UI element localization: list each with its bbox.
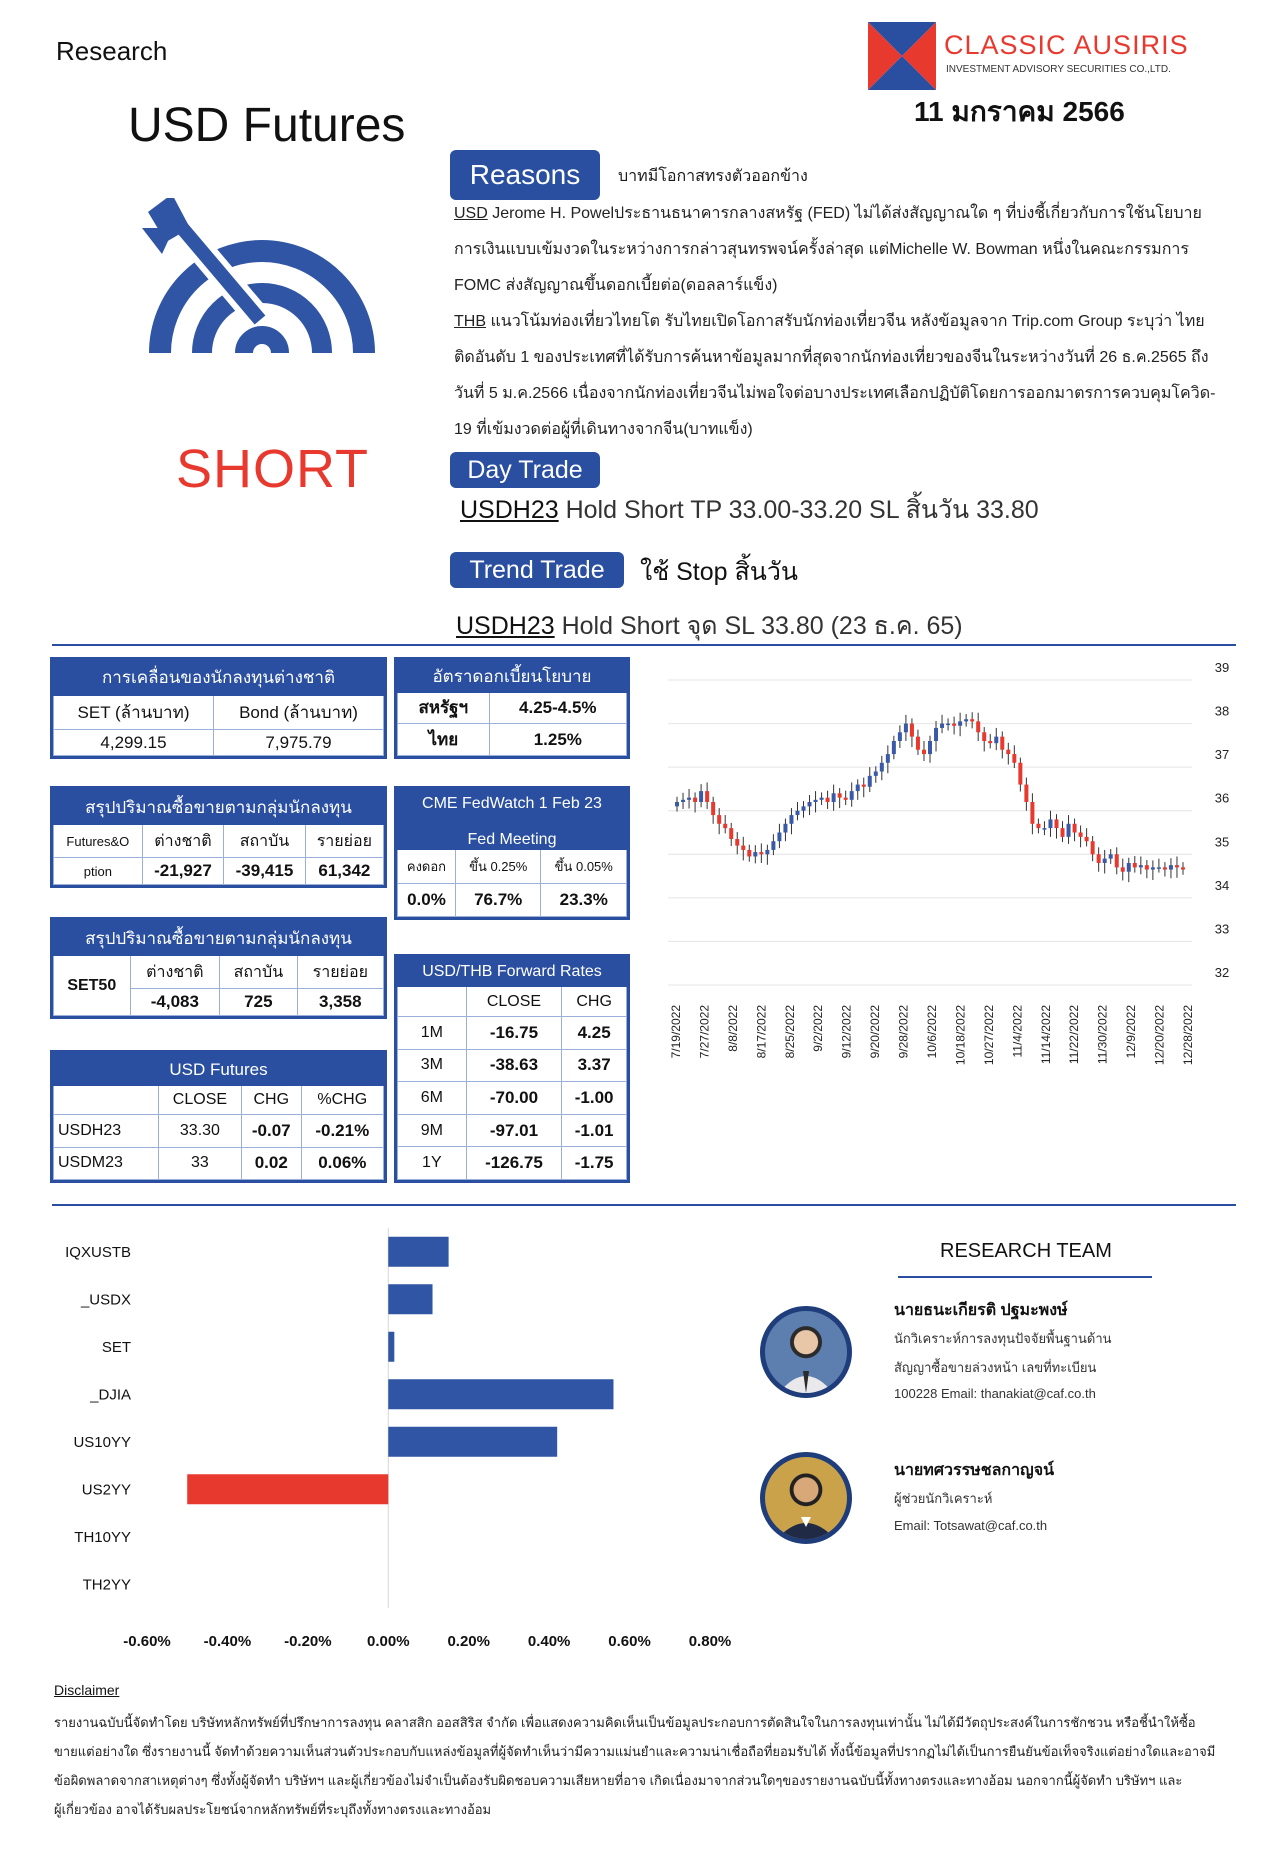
table-row: [398, 1082, 627, 1115]
bar: [388, 1237, 448, 1267]
candle-body: [735, 839, 739, 846]
y-tick-label: 38: [1214, 703, 1230, 719]
report-date: 11 มกราคม 2566: [914, 96, 1125, 127]
set50-header-foreign: ต่างชาติ: [130, 956, 220, 989]
candle-body: [693, 798, 697, 802]
futures-option-flow-table: [50, 786, 387, 888]
x-tick-label: 12/9/2022: [1124, 1005, 1139, 1059]
x-tick: [868, 1005, 882, 1059]
x-tick-label: 12/20/2022: [1152, 1005, 1167, 1066]
forward-rates-header-blank: [398, 987, 467, 1016]
candle-body: [976, 721, 980, 732]
forward-rates-title: USD/THB Forward Rates: [398, 958, 627, 987]
bar: [388, 1332, 394, 1362]
candle-body: [916, 737, 920, 750]
reasons-label: Reasons: [450, 150, 600, 200]
category-label: US2YY: [81, 1481, 131, 1499]
candle-body: [946, 724, 950, 726]
x-tick-label: 8/25/2022: [782, 1005, 797, 1059]
candle-body: [862, 785, 866, 787]
trend-trade-label: Trend Trade: [450, 552, 624, 588]
candle-body: [783, 824, 787, 833]
member-1-line-1: นักวิเคราะห์การลงทุนปัจจัยพื้นฐานด้าน: [894, 1331, 1112, 1346]
candle-body: [681, 800, 685, 802]
candle-body: [1024, 785, 1028, 802]
trend-trade-symbol: USDH23: [456, 612, 555, 640]
candle-body: [717, 815, 721, 824]
forward-chg: -1.01: [562, 1114, 627, 1147]
forward-chg: 3.37: [562, 1049, 627, 1082]
candle-body: [711, 802, 715, 815]
category-label: TH10YY: [74, 1528, 131, 1546]
company-subtitle: INVESTMENT ADVISORY SECURITIES CO.,LTD.: [946, 64, 1171, 75]
candle-body: [820, 798, 824, 800]
candle-body: [747, 850, 751, 857]
table-row: [398, 1016, 627, 1049]
bar: [388, 1284, 432, 1314]
fedwatch-header-hike-25: ขึ้น 0.25%: [455, 849, 540, 883]
foreign-flow-table: [50, 657, 387, 759]
x-tick-label: 0.20%: [447, 1633, 490, 1650]
x-tick-label: -0.40%: [203, 1633, 252, 1650]
usd-futures-header-blank: [54, 1086, 159, 1115]
disclaimer-line-3: ข้อผิดพลาดจากสาเหตุต่างๆ ซึ่งทั้งผู้จัดทำ บริษัทฯ และผู้เกี่ยวข้องไม่จำเป็นต้องรับผิดชอบความเสียหายที่อาจ เกิดเนื่องมาจากส่วนใดๆของรายงานฉบับนี้ทั้งทางตรงและทางอ้อม นอกจากนี้ผู้จัดทำ บริษัทฯ และ: [54, 1773, 1183, 1788]
company-logo: [866, 20, 1196, 92]
x-tick: [754, 1005, 768, 1059]
category-label: TH2YY: [82, 1576, 131, 1594]
set50-value-retail: 3,358: [297, 989, 383, 1016]
foreign-flow-col-bond: Bond (ล้านบาท): [214, 695, 384, 730]
x-tick-label: 10/27/2022: [981, 1005, 996, 1066]
market-change-bar-chart: [40, 1218, 740, 1658]
category-label: _USDX: [80, 1291, 131, 1309]
x-tick-label: 12/28/2022: [1181, 1005, 1195, 1066]
set50-header-institution: สถาบัน: [220, 956, 297, 989]
set50-header-retail: รายย่อย: [297, 956, 383, 989]
x-tick-label: 8/8/2022: [725, 1005, 740, 1052]
x-tick-label: 9/20/2022: [868, 1005, 883, 1059]
futures-option-header-retail: รายย่อย: [305, 825, 383, 858]
candle-body: [886, 754, 890, 763]
futures-option-value-retail: 61,342: [305, 858, 383, 885]
x-tick-label: 9/28/2022: [896, 1005, 911, 1059]
x-tick: [840, 1005, 854, 1059]
x-tick-label: 11/4/2022: [1010, 1005, 1025, 1058]
forward-chg: -1.75: [562, 1147, 627, 1180]
policy-rate-country: สหรัฐฯ: [398, 692, 490, 724]
usd-line-1: Jerome H. Powelประธานธนาคารกลางสหรัฐ (FED) ไม่ได้ส่งสัญญาณใด ๆ ที่บ่งชี้เกี่ยวกับการใช้นโยบาย: [487, 205, 1202, 222]
thb-line-1: แนวโน้มท่องเที่ยวไทยโต รับไทยเปิดโอกาสรับนักท่องเที่ยวจีน หลังข้อมูลจาก Trip.com Group ระบุว่า ไทย: [486, 313, 1205, 330]
candle-body: [1163, 867, 1167, 869]
candle-body: [699, 791, 703, 802]
thb-line-3: วันที่ 5 ม.ค.2566 เนื่องจากนักท่องเที่ยวจีนไม่พอใจต่อบางประเทศเลือกปฏิบัติโดยการออกมาตรการควบคุมโควิด-: [454, 385, 1216, 402]
member-2-line-2: Email: Totsawat@caf.co.th: [894, 1518, 1048, 1533]
candle-body: [994, 737, 998, 744]
person-icon: [765, 1457, 847, 1539]
candle-body: [814, 800, 818, 802]
y-tick-label: 39: [1214, 660, 1230, 675]
candle-body: [1181, 867, 1185, 869]
forward-tenor: 9M: [398, 1114, 467, 1147]
candle-body: [789, 815, 793, 824]
x-tick: [982, 1005, 996, 1065]
x-tick: [783, 1005, 797, 1059]
x-tick-label: 11/14/2022: [1038, 1005, 1053, 1065]
table-row: [398, 724, 627, 756]
foreign-flow-bond-value: 7,975.79: [214, 730, 384, 756]
x-tick-label: 7/27/2022: [697, 1005, 712, 1059]
day-trade-detail: [460, 490, 1039, 530]
disclaimer-line-1: รายงานฉบับนี้จัดทำโดย บริษัทหลักทรัพย์ที่ปรึกษาการลงทุน คลาสสิก ออสสิริส จำกัด เพื่อแสดงความคิดเห็นเป็นข้อมูลประกอบการตัดสินใจในการลงทุนเท่านั้น ไม่ได้มีวัตถุประสงค์ในการชักชวน หรือชี้นำให้ซื้อ: [54, 1715, 1196, 1730]
foreign-flow-title: การเคลื่อนของนักลงทุนต่างชาติ: [54, 661, 384, 696]
candle-body: [1157, 867, 1161, 869]
trend-trade-text: Hold Short จุด SL 33.80 (23 ธ.ค. 65): [554, 612, 963, 640]
disclaimer-title: Disclaimer: [54, 1682, 120, 1698]
set50-flow-table: [50, 917, 387, 1019]
candle-body: [753, 852, 757, 856]
candle-body: [1012, 754, 1016, 763]
candle-body: [850, 791, 854, 800]
futures-option-row-label-1: Futures&O: [54, 825, 143, 858]
x-tick: [953, 1005, 967, 1065]
futures-option-value-foreign: -21,927: [142, 858, 224, 885]
candle-body: [826, 798, 830, 802]
usd-futures-pct: 0.06%: [301, 1147, 383, 1179]
research-team-title: RESEARCH TEAM: [940, 1240, 1112, 1262]
candle-body: [832, 793, 836, 802]
fedwatch-value-hike-25: 76.7%: [455, 884, 540, 917]
candle-body: [1121, 867, 1125, 871]
table-row: [398, 692, 627, 724]
table-row: [54, 1147, 384, 1179]
disclaimer-line-2: ขายแต่อย่างใด ซึ่งรายงานนี้ จัดทำด้วยความเห็นส่วนตัวประกอบกับแหล่งข้อมูลที่ผู้จัดทำเห็นว่ามีความแม่นยำและความน่าเชื่อถือที่ยอมรับได้ ทั้งนี้ข้อมูลที่ปรากฏไม่ได้เป็นการยืนยันข้อเท็จจริงแต่อย่างใดและอาจมี: [54, 1744, 1216, 1759]
usd-futures-pct: -0.21%: [301, 1115, 383, 1147]
logo-mark-icon: [866, 20, 938, 92]
candle-body: [1127, 863, 1131, 872]
foreign-flow-col-set: SET (ล้านบาท): [54, 695, 214, 730]
y-tick-label: 34: [1214, 877, 1230, 893]
x-tick-label: 9/12/2022: [839, 1005, 854, 1059]
candle-body: [1085, 837, 1089, 841]
candle-body: [1169, 865, 1173, 869]
table-row: [398, 1114, 627, 1147]
person-icon: [765, 1311, 847, 1393]
candle-body: [777, 833, 781, 842]
policy-rate-country: ไทย: [398, 724, 490, 756]
candle-body: [808, 802, 812, 806]
y-tick-label: 32: [1214, 965, 1230, 980]
x-tick: [669, 1005, 683, 1059]
category-label: SET: [101, 1338, 131, 1356]
forward-close: -126.75: [466, 1147, 562, 1180]
y-tick-label: 36: [1214, 790, 1230, 806]
x-tick-label: 8/17/2022: [754, 1005, 769, 1059]
x-tick: [925, 1005, 939, 1059]
candle-body: [729, 828, 733, 839]
candle-body: [898, 732, 902, 741]
bar: [388, 1379, 613, 1409]
x-tick: [726, 1005, 740, 1052]
x-tick-label: -0.20%: [284, 1633, 332, 1650]
forward-close: -16.75: [466, 1016, 562, 1049]
reasons-body: [454, 196, 1274, 448]
set50-value-foreign: -4,083: [130, 989, 220, 1016]
candle-body: [1000, 737, 1004, 750]
candle-body: [958, 721, 962, 725]
fedwatch-title: CME FedWatch 1 Feb 23: [398, 790, 627, 820]
usd-futures-chg: 0.02: [241, 1147, 301, 1179]
usdthb-candlestick-chart: [650, 660, 1240, 1190]
candle-body: [1061, 828, 1065, 837]
candle-body: [1091, 841, 1095, 854]
forward-close: -70.00: [466, 1082, 562, 1115]
candle-body: [952, 724, 956, 726]
x-tick-label: 0.00%: [367, 1633, 410, 1650]
thb-tag: THB: [454, 313, 486, 330]
candle-body: [1042, 828, 1046, 830]
candle-body: [922, 750, 926, 754]
candle-body: [1109, 854, 1113, 858]
usd-futures-header-chg: CHG: [241, 1086, 301, 1115]
disclaimer-body: [54, 1708, 1240, 1824]
fedwatch-table: [394, 786, 630, 920]
usd-line-2: การเงินแบบเข้มงวดในระหว่างการกล่าวสุนทรพจน์ครั้งล่าสุด แต่Michelle W. Bowman หนึ่งในคณะกรรมการ: [454, 241, 1189, 258]
foreign-flow-set-value: 4,299.15: [54, 730, 214, 756]
usd-futures-header-close: CLOSE: [158, 1086, 241, 1115]
fedwatch-subtitle: Fed Meeting: [398, 819, 627, 849]
candle-body: [1036, 824, 1040, 828]
set50-value-institution: 725: [220, 989, 297, 1016]
usd-futures-symbol: USDM23: [54, 1147, 159, 1179]
reasons-subtitle: บาทมีโอกาสทรงตัวออกข้าง: [618, 168, 808, 185]
forward-chg: 4.25: [562, 1016, 627, 1049]
research-team-underline: [898, 1276, 1152, 1278]
x-tick: [697, 1005, 711, 1059]
candle-body: [964, 719, 968, 721]
candle-body: [1115, 854, 1119, 867]
usd-reason-line: [454, 196, 1274, 232]
candle-body: [940, 724, 944, 728]
forward-close: -38.63: [466, 1049, 562, 1082]
candle-body: [705, 791, 709, 802]
candle-body: [795, 811, 799, 815]
x-tick-label: 9/2/2022: [811, 1005, 826, 1052]
candle-body: [1030, 802, 1034, 824]
candle-body: [1139, 865, 1143, 867]
x-tick-label: 0.80%: [688, 1633, 732, 1650]
candle-body: [982, 732, 986, 741]
x-tick-label: 10/6/2022: [925, 1005, 939, 1059]
candle-body: [874, 772, 878, 776]
candle-body: [970, 719, 974, 721]
disclaimer-line-4: ผู้เกี่ยวข้อง อาจได้รับผลประโยชน์จากหลักทรัพย์ที่ระบุถึงทั้งทางตรงและทางอ้อม: [54, 1802, 492, 1817]
candle-body: [1175, 865, 1179, 867]
policy-rate-table: [394, 657, 630, 759]
divider-top: [52, 644, 1236, 646]
x-tick: [1153, 1005, 1167, 1065]
usd-futures-chg: -0.07: [241, 1115, 301, 1147]
bar: [187, 1474, 388, 1504]
candle-body: [765, 850, 769, 854]
usd-line-3: FOMC ส่งสัญญาณขึ้นดอกเบี้ยต่อ(ดอลลาร์แข็ง): [454, 277, 778, 294]
candle-body: [856, 785, 860, 792]
x-tick: [1124, 1005, 1138, 1059]
forward-rates-table: [394, 954, 630, 1183]
y-tick-label: 37: [1214, 747, 1230, 763]
category-label: IQXUSTB: [65, 1243, 131, 1261]
candle-body: [759, 852, 763, 854]
section-label: Research: [56, 36, 168, 66]
candle-body: [838, 793, 842, 797]
x-tick: [897, 1005, 911, 1059]
candle-body: [988, 741, 992, 743]
candle-body: [1151, 867, 1155, 869]
member-2-name: นายทศวรรษชลกาญจน์: [894, 1462, 1054, 1479]
candle-body: [1006, 750, 1010, 754]
x-tick: [1096, 1005, 1110, 1064]
candle-body: [741, 846, 745, 850]
x-tick-label: -0.60%: [123, 1633, 171, 1650]
usd-futures-title: USD Futures: [54, 1054, 384, 1086]
forward-tenor: 1M: [398, 1016, 467, 1049]
forward-tenor: 1Y: [398, 1147, 467, 1180]
day-trade-text: Hold Short TP 33.00-33.20 SL สิ้นวัน 33.80: [558, 496, 1039, 524]
candle-body: [1018, 763, 1022, 785]
futures-option-flow-title: สรุปปริมาณซื้อขายตามกลุ่มนักลงทุน: [54, 790, 384, 825]
futures-option-row-label-2: ption: [54, 858, 143, 885]
futures-option-header-foreign: ต่างชาติ: [142, 825, 224, 858]
forward-rates-header-close: CLOSE: [466, 987, 562, 1016]
candle-body: [1067, 824, 1071, 837]
fedwatch-header-hike-05: ขึ้น 0.05%: [541, 849, 627, 883]
day-trade-symbol: USDH23: [460, 496, 559, 524]
member-1-line-3: 100228 Email: thanakiat@caf.co.th: [894, 1386, 1096, 1401]
candle-body: [802, 806, 806, 810]
forward-chg: -1.00: [562, 1082, 627, 1115]
category-label: US10YY: [73, 1433, 131, 1451]
policy-rate-title: อัตราดอกเบี้ยนโยบาย: [398, 661, 627, 693]
usd-futures-header-pct: %CHG: [301, 1086, 383, 1115]
policy-rate-value: 1.25%: [489, 724, 626, 756]
fedwatch-header-hold: คงดอก: [398, 849, 456, 883]
candle-body: [675, 802, 679, 806]
candle-body: [1054, 819, 1058, 828]
page-title: USD Futures: [128, 99, 406, 152]
y-tick-label: 33: [1214, 921, 1230, 937]
avatar: [760, 1306, 852, 1398]
candle-body: [1133, 863, 1137, 867]
usd-futures-symbol: USDH23: [54, 1115, 159, 1147]
day-trade-label: Day Trade: [450, 452, 600, 488]
futures-option-header-institution: สถาบัน: [224, 825, 306, 858]
avatar: [760, 1452, 852, 1544]
candle-body: [844, 798, 848, 800]
candle-body: [771, 841, 775, 850]
x-tick: [811, 1005, 825, 1052]
member-1-name: นายธนะเกียรติ ปฐมะพงษ์: [894, 1302, 1068, 1319]
trend-trade-detail: [456, 606, 963, 646]
policy-rate-value: 4.25-4.5%: [489, 692, 626, 724]
forward-rates-header-chg: CHG: [562, 987, 627, 1016]
x-tick: [1039, 1005, 1053, 1064]
candle-body: [928, 741, 932, 754]
candle-body: [1073, 824, 1077, 833]
set50-flow-title: สรุปปริมาณซื้อขายตามกลุ่มนักลงทุน: [54, 921, 384, 956]
table-row: [398, 1049, 627, 1082]
x-tick-label: 11/30/2022: [1095, 1005, 1110, 1065]
fedwatch-value-hold: 0.0%: [398, 884, 456, 917]
company-name: CLASSIC AUSIRIS: [944, 30, 1189, 60]
x-tick: [1181, 1005, 1195, 1065]
candle-body: [1145, 865, 1149, 869]
thb-reason-line: [454, 304, 1274, 340]
divider-middle: [52, 1204, 1236, 1206]
category-label: _DJIA: [90, 1386, 131, 1404]
y-tick-label: 35: [1214, 834, 1230, 850]
bar: [388, 1427, 557, 1457]
x-tick-label: 0.60%: [608, 1633, 651, 1650]
thb-line-4: 19 ที่เข้มงวดต่อผู้ที่เดินทางจากจีน(บาทแข็ง): [454, 421, 753, 438]
set50-row-label: SET50: [54, 956, 131, 1016]
candle-body: [1079, 833, 1083, 837]
candle-body: [723, 824, 727, 828]
candle-body: [892, 741, 896, 754]
candle-body: [687, 798, 691, 800]
trend-trade-note: ใช้ Stop สิ้นวัน: [640, 558, 798, 586]
member-1-line-2: สัญญาซื้อขายล่วงหน้า เลขที่ทะเบียน: [894, 1360, 1097, 1375]
x-tick: [1067, 1005, 1081, 1064]
candle-body: [1048, 819, 1052, 828]
forward-close: -97.01: [466, 1114, 562, 1147]
candle-body: [880, 763, 884, 772]
member-2-line-1: ผู้ช่วยนักวิเคราะห์: [894, 1491, 993, 1506]
fedwatch-value-hike-05: 23.3%: [541, 884, 627, 917]
usd-tag: USD: [454, 205, 488, 222]
table-row: [54, 1115, 384, 1147]
signal-label: SHORT: [176, 439, 370, 499]
target-icon: [132, 198, 392, 368]
candle-body: [934, 728, 938, 741]
thb-line-2: ติดอันดับ 1 ของประเทศที่ได้รับการค้นหาข้อมูลมากที่สุดจากนักท่องเที่ยวของจีนในระหว่างวันที่ 26 ธ.ค.2565 ถึง: [454, 349, 1209, 366]
candle-body: [1103, 859, 1107, 863]
forward-tenor: 6M: [398, 1082, 467, 1115]
table-row: [398, 1147, 627, 1180]
x-tick-label: 11/22/2022: [1067, 1005, 1082, 1065]
x-tick-label: 10/18/2022: [953, 1005, 968, 1066]
forward-tenor: 3M: [398, 1049, 467, 1082]
futures-option-value-institution: -39,415: [224, 858, 306, 885]
usd-futures-close: 33: [158, 1147, 241, 1179]
usd-futures-table: [50, 1050, 387, 1183]
x-tick-label: 7/19/2022: [669, 1005, 683, 1059]
x-tick: [1010, 1005, 1024, 1058]
candle-body: [904, 724, 908, 733]
candle-body: [868, 776, 872, 787]
candle-body: [1097, 854, 1101, 863]
candle-body: [910, 724, 914, 737]
x-tick-label: 0.40%: [527, 1633, 571, 1650]
usd-futures-close: 33.30: [158, 1115, 241, 1147]
